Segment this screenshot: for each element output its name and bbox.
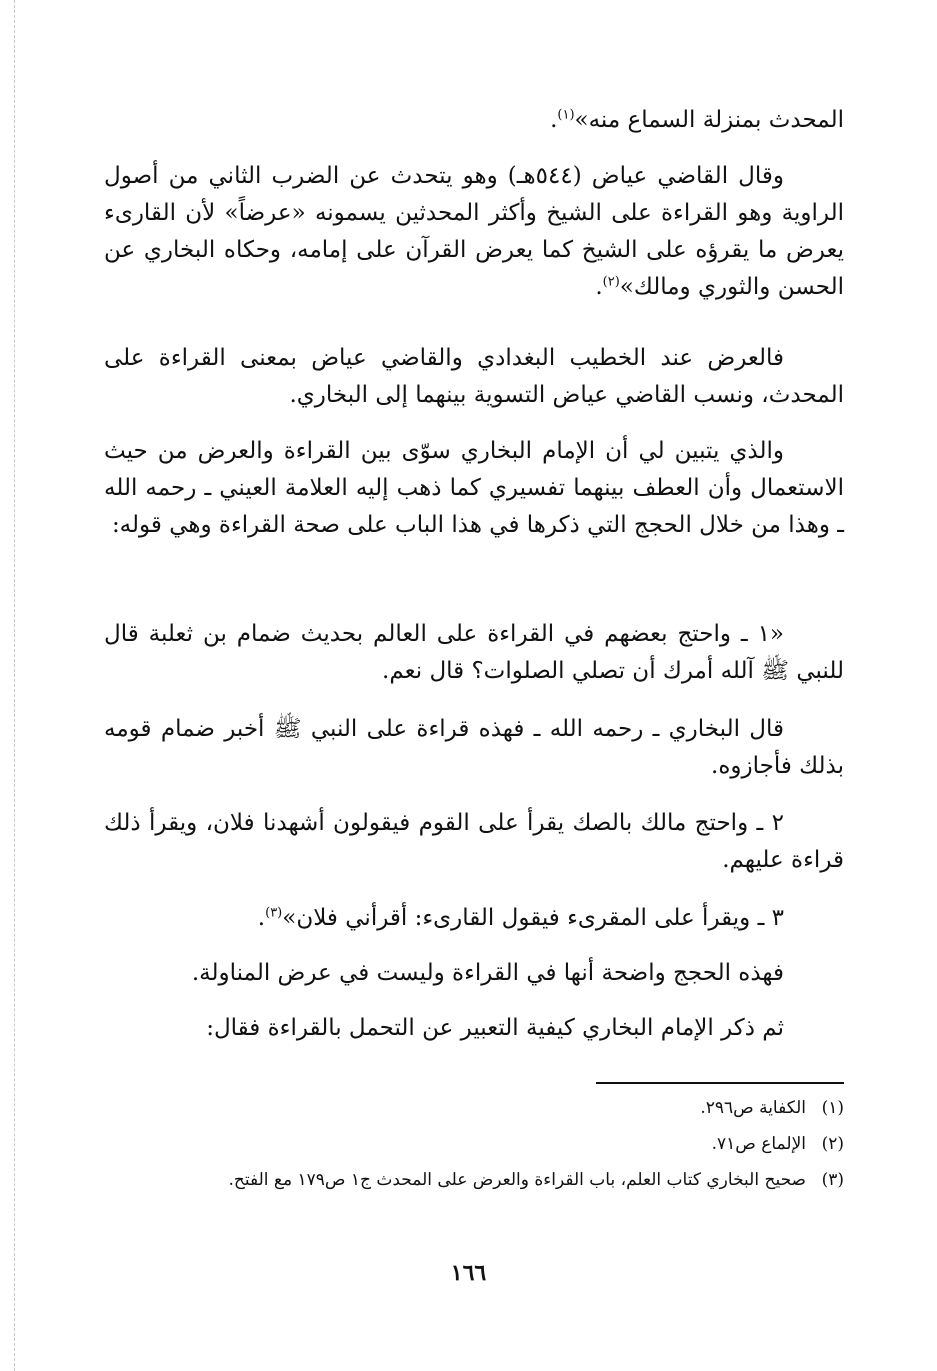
footnote-ref-1: (١) xyxy=(557,107,575,123)
paragraph-2-text: وقال القاضي عياض (٥٤٤هـ) وهو يتحدث عن الضرب الثاني من أصول الراوية وهو القراءة على الشيخ وأكثر المحدثين يسمونه «عرضاً» لأن القارىء يعرض ما يقرؤه على الشيخ كما يعرض القرآن على إمامه، وحكاه البخاري عن الحسن والثوري ومالك» xyxy=(104,163,844,300)
paragraph-6 xyxy=(104,711,844,785)
paragraph-1-tail: . xyxy=(550,107,558,133)
paragraph-4-text: والذي يتبين لي أن الإمام البخاري سوّى بين القراءة والعرض من حيث الاستعمال وأن العطف بينهما تفسيري كما ذهب إليه العلامة العيني ـ رحمه الله ـ وهذا من خلال الحجج التي ذكرها في هذا الباب على صحة القراءة وهي قوله: xyxy=(104,438,844,538)
paragraph-9-text: فهذه الحجج واضحة أنها في القراءة وليست في عرض المناولة. xyxy=(191,960,784,986)
paragraph-3 xyxy=(104,340,844,414)
footnote-2-text: الإلماع ص٧١. xyxy=(711,1134,806,1154)
page-number: ١٦٦ xyxy=(450,1260,487,1286)
paragraph-10-text: ثم ذكر الإمام البخاري كيفية التعبير عن التحمل بالقراءة فقال: xyxy=(206,1015,784,1041)
footnote-3-number: (٣) xyxy=(821,1170,844,1190)
paragraph-5-text: «١ ـ واحتج بعضهم في القراءة على العالم بحديث ضمام بن ثعلبة قال للنبي ﷺ آلله أمرك أن تصلي الصلوات؟ قال نعم. xyxy=(104,621,844,684)
paragraph-6-text: قال البخاري ـ رحمه الله ـ فهذه قراءة على النبي ﷺ أخبر ضمام قومه بذلك فأجازوه. xyxy=(104,716,844,779)
paragraph-9 xyxy=(104,955,844,992)
footnote-1-text: الكفاية ص٢٩٦. xyxy=(700,1098,806,1118)
paragraph-2 xyxy=(104,158,844,306)
footnote-ref-2: (٢) xyxy=(602,274,620,290)
footnote-ref-3: (٣) xyxy=(265,905,283,921)
footnote-3 xyxy=(104,1166,844,1195)
paragraph-1 xyxy=(104,102,844,139)
footnote-3-text: صحيح البخاري كتاب العلم، باب القراءة والعرض على المحدث ج١ ص١٧٩ مع الفتح. xyxy=(228,1170,806,1190)
scan-margin-line xyxy=(14,0,15,1371)
paragraph-7-text: ٢ ـ واحتج مالك بالصك يقرأ على القوم فيقولون أشهدنا فلان، ويقرأ ذلك قراءة عليهم. xyxy=(104,810,844,873)
footnote-1-number: (١) xyxy=(821,1098,844,1118)
paragraph-3-text: فالعرض عند الخطيب البغدادي والقاضي عياض بمعنى القراءة على المحدث، ونسب القاضي عياض التسوية بينهما إلى البخاري. xyxy=(104,345,844,408)
paragraph-8-tail: . xyxy=(257,905,266,931)
paragraph-5 xyxy=(104,616,844,690)
paragraph-8-text: ٣ ـ ويقرأ على المقرىء فيقول القارىء: أقرأني فلان» xyxy=(282,905,784,931)
paragraph-8 xyxy=(104,900,844,937)
paragraph-10 xyxy=(104,1010,844,1047)
footnote-separator xyxy=(596,1082,844,1084)
paragraph-1-text: المحدث بمنزلة السماع منه» xyxy=(574,107,844,133)
paragraph-2-tail: . xyxy=(595,274,603,300)
paragraph-7 xyxy=(104,805,844,879)
footnote-2-number: (٢) xyxy=(821,1134,844,1154)
footnote-2 xyxy=(104,1130,844,1159)
paragraph-4 xyxy=(104,433,844,544)
footnote-1 xyxy=(104,1094,844,1123)
